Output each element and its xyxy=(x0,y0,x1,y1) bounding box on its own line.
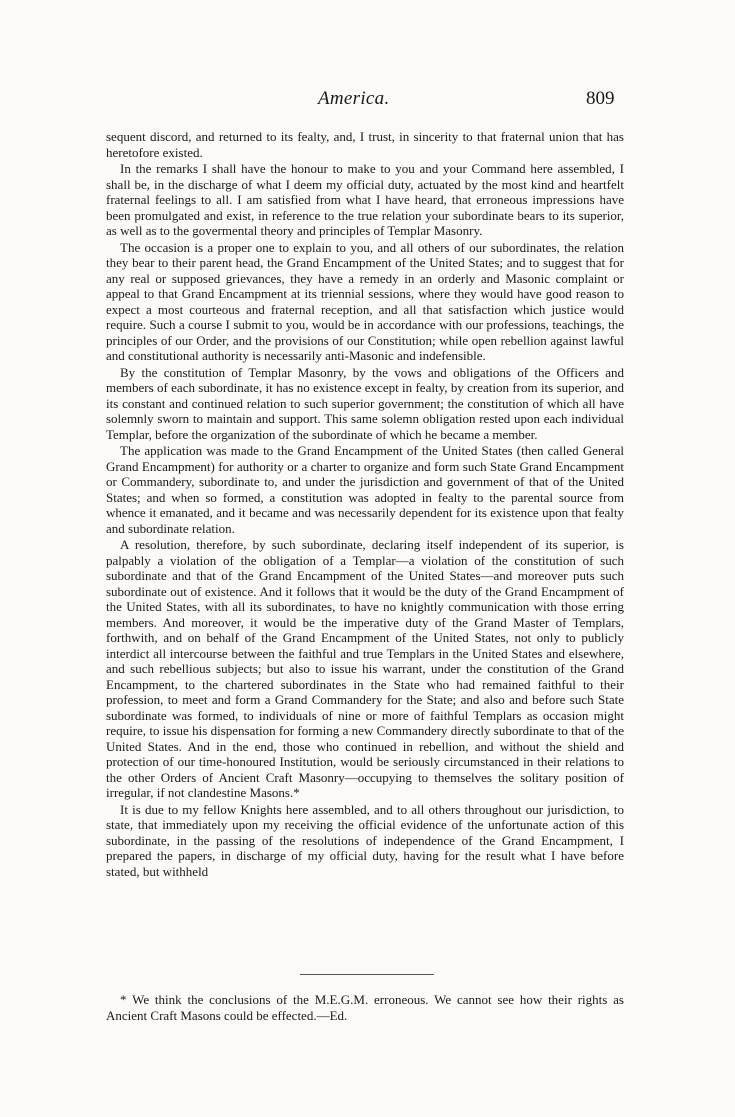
paragraph-continued: sequent discord, and returned to its fealty, and, I trust, in sincerity to that fraternal union that has heretofore existed. xyxy=(106,129,624,160)
paragraph: The application was made to the Grand Encampment of the United States (then called General Grand Encampment) for authority or a charter to organize and form such State Grand Encampment or Commandery, subordinate to, and under the jurisdiction and government of that of the United States; and when so formed, a constitution was adopted in fealty to the parental source from whence it emanated, and it became and was necessarily dependent for its existence upon that fealty and subordinate relation. xyxy=(106,443,624,536)
paragraph: In the remarks I shall have the honour to make to you and your Command here assembled, I shall be, in the discharge of what I deem my official duty, actuated by the most kind and heartfelt fraternal feelings to all. I am satisfied from what I have heard, that erroneous impressions have been promulgated and exist, in reference to the true relation your subordinate bears to its superior, as well as to the govermental theory and principles of Templar Masonry. xyxy=(106,161,624,238)
running-head: America. xyxy=(318,88,390,109)
paragraph: By the constitution of Templar Masonry, by the vows and obligations of the Officers and members of each subordinate, it has no existence except in fealty, by creation from its superior, and its constant and continued relation to such superior government; the constitution of which all have solemnly sworn to maintain and support. This same solemn obligation rested upon each individual Templar, before the organization of the subordinate of which he became a member. xyxy=(106,364,624,442)
footnote-divider xyxy=(300,974,434,975)
body-text xyxy=(106,129,624,879)
page-number: 809 xyxy=(586,88,615,109)
paragraph: It is due to my fellow Knights here assembled, and to all others throughout our jurisdiction, to state, that immediately upon my receiving the official evidence of the unfortunate action of this subordinate, in the passing of the resolutions of independence of the Grand Encampment, I prepared the papers, in discharge of my official duty, having for the result what I have before stated, but withheld xyxy=(106,801,624,879)
footnote: * We think the conclusions of the M.E.G.M. erroneous. We cannot see how their rights as Ancient Craft Masons could be effected.—Ed. xyxy=(106,992,624,1023)
paragraph: A resolution, therefore, by such subordinate, declaring itself independent of its superior, is palpably a violation of the obligation of a Templar—a violation of the constitution of such subordinate and that of the Grand Encampment of the United States—and moreover puts such subordinate out of existence. And it follows that it would be the duty of the Grand Encampment of the United States, with all its subordinates, to have no knightly communication with those erring members. And moreover, it would be the imperative duty of the Grand Master of Templars, forthwith, and on behalf of the Grand Encampment of the United States, not only to publicly interdict all intercourse between the faithful and true Templars in the United States and elsewhere, and such rebellious subjects; but also to issue his warrant, under the constitution of the Grand Encampment, to the chartered subordinates in the State who had remained faithful to their profession, to meet and form a Grand Commandery for the State; and also and before such State subordinate was formed, to individuals of nine or more of faithful Templars as occasion might require, to issue his dispensation for forming a new Commandery directly subordinate to that of the United States. And in the end, those who continued in rebellion, and without the shield and protection of our time-honoured Institution, would be seriously circumstanced in their relations to the other Orders of Ancient Craft Masonry—occupying to themselves the solitary position of irregular, if not clandestine Masons.* xyxy=(106,537,624,800)
page-header xyxy=(0,88,735,118)
paragraph: The occasion is a proper one to explain to you, and all others of our subordinates, the relation they bear to their parent head, the Grand Encampment of the United States; and to suggest that for any real or supposed grievances, they have a remedy in an orderly and Masonic complaint or appeal to that Grand Encampment at its triennial sessions, where they would have good reason to expect a most courteous and fraternal reception, and all that satisfaction which justice would require. Such a course I submit to you, would be in accordance with our professions, teachings, the principles of our Order, and the provisions of our Constitution; while open rebellion against lawful and constitutional authority is necessarily anti-Masonic and indefensible. xyxy=(106,239,624,363)
